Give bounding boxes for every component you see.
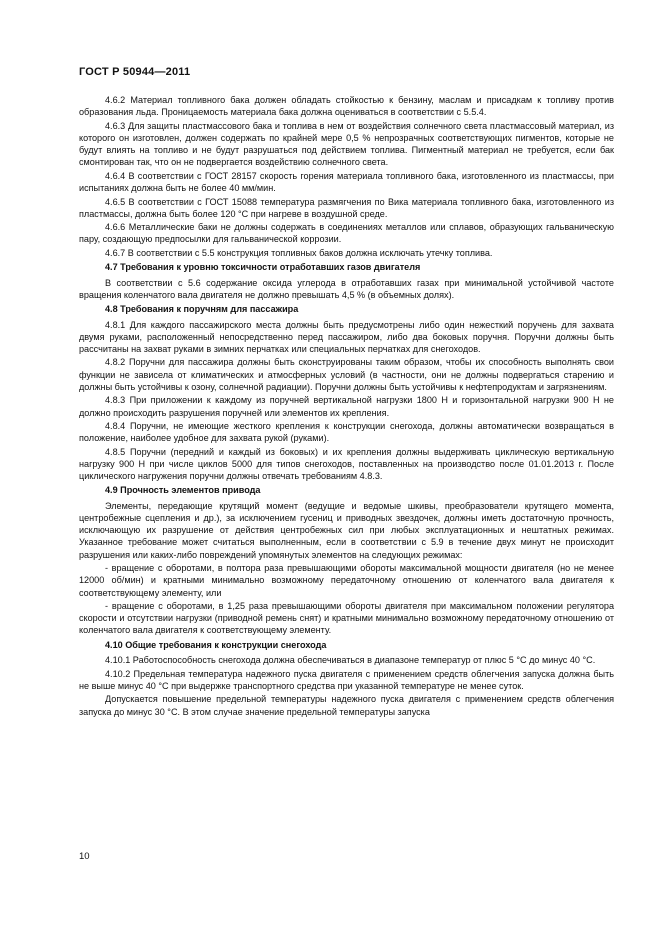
section-heading-4-9: 4.9 Прочность элементов привода [105, 485, 261, 496]
document-body [79, 94, 614, 719]
list-item-rotation-2: - вращение с оборотами, в 1,25 раза превышающими обороты двигателя при максимальном положении регулятора скорости и отсутствии нагрузки (приводной ремень снят) и кратными минимально возможному передаточному отношению от коленчатого вала двигателя к соответствующему элементу. [79, 601, 614, 636]
paragraph-4-7: В соответствии с 5.6 содержание оксида углерода в отработавших газах при минимальной устойчивой частоте вращения коленчатого вала двигателя не должно превышать 4,5 % (в объемных долях). [79, 277, 614, 300]
section-heading-4-10: 4.10 Общие требования к конструкции снегохода [105, 639, 327, 650]
section-heading-4-8: 4.8 Требования к поручням для пассажира [105, 304, 299, 315]
list-item-rotation-1: - вращение с оборотами, в полтора раза превышающими обороты максимальной мощности двигателя (но не менее 12000 об/мин) и кратными минимально возможному передаточному отношению от коленчатого вала двигателя к соответствующему элементу, или [79, 563, 614, 598]
document-header: ГОСТ Р 50944—2011 [79, 66, 191, 78]
paragraph-4-10-2: 4.10.2 Предельная температура надежного пуска двигателя с применением средств облегчения запуска должна быть не выше минус 40 °С при выдержке транспортного средства при указанной температуре не менее суток. [79, 668, 614, 691]
paragraph-4-6-6: 4.6.6 Металлические баки не должны содержать в соединениях металлов или сплавов, образующих гальваническую пару, создающую предпосылки для гальванической коррозии. [79, 222, 614, 245]
paragraph-4-8-4: 4.8.4 Поручни, не имеющие жесткого крепления к конструкции снегохода, должны автоматически возвращаться в положение, наиболее удобное для захвата рукой (руками). [79, 421, 614, 444]
paragraph-4-8-5: 4.8.5 Поручни (передний и каждый из боковых) и их крепления должны выдерживать циклическую вертикальную нагрузку 900 Н при числе циклов 5000 для типов снегоходов, поставленных на производство после 01.01.2013 г. После циклического нагружения поручни должны отвечать требованиям 4.8.3. [79, 446, 614, 482]
paragraph-4-8-3: 4.8.3 При приложении к каждому из поручней вертикальной нагрузки 1800 Н и горизонтальной нагрузки 900 Н не должно происходить разрушения поручней или элементов их крепления. [79, 395, 614, 418]
paragraph-4-6-2: 4.6.2 Материал топливного бака должен обладать стойкостью к бензину, маслам и присадкам к топливу против образования льда. Проницаемость материала бака должна оцениваться в соответствии с 5.5.4. [79, 95, 614, 118]
paragraph-4-10-2-cont: Допускается повышение предельной температуры надежного пуска двигателя с применением средств облегчения запуска до минус 30 °С. В этом случае значение предельной температуры запуска [79, 694, 614, 717]
page-number: 10 [79, 851, 90, 862]
section-heading-4-7: 4.7 Требования к уровню токсичности отработавших газов двигателя [105, 262, 421, 273]
paragraph-4-6-7: 4.6.7 В соответствии с 5.5 конструкция топливных баков должна исключать утечку топлива. [105, 247, 493, 258]
paragraph-4-10-1: 4.10.1 Работоспособность снегохода должна обеспечиваться в диапазоне температур от плюс 5 °С до минус 40 °С. [105, 655, 596, 666]
paragraph-4-6-5: 4.6.5 В соответствии с ГОСТ 15088 температура размягчения по Вика материала топливного бака, изготовленного из пластмассы, должна быть более 120 °С при нагреве в воздушной среде. [79, 196, 614, 219]
paragraph-4-6-4: 4.6.4 В соответствии с ГОСТ 28157 скорость горения материала топливного бака, изготовленного из пластмассы, при испытаниях должна быть не более 40 мм/мин. [79, 170, 614, 194]
paragraph-4-8-1: 4.8.1 Для каждого пассажирского места должны быть предусмотрены либо один нежесткий поручень для захвата двумя руками, расположенный непосредственно перед пассажиром, либо два боковых поручня. Поручни должны быть рассчитаны на захват руками в зимних перчатках или специальных перчатках для снегоходов. [79, 319, 614, 354]
paragraph-4-6-3: 4.6.3 Для защиты пластмассового бака и топлива в нем от воздействия солнечного света пластмассовый материал, из которого он изготовлен, должен содержать по крайней мере 0,5 % непрозрачных соответствующих пигментов, которые не будут влиять на топливо и не будут разрушаться под действием топлива. Пигментный материал не требуется, если бак смонтирован так, что он не подвергается воздействию солнечного света. [79, 120, 614, 168]
paragraph-4-9: Элементы, передающие крутящий момент (ведущие и ведомые шкивы, преобразователи крутящего момента, центробежные сцепления и др.), за исключением гусениц и приводных звездочек, должны иметь достаточную прочность, исключающую их разрушение от действия центробежных сил при любых эксплуатационных и нештатных режимах. Указанное требование может считаться выполненным, если в соответствии с 5.9 в течение двух минут не происходит разрушения или каких-либо повреждений упомянутых элементов на следующих режимах: [79, 500, 614, 560]
paragraph-4-8-2: 4.8.2 Поручни для пассажира должны быть сконструированы таким образом, чтобы их способность выполнять свои функции не зависела от климатических и атмосферных условий (в частности, они не должны подвергаться старению и должны быть устойчивы к озону, солнечной радиации). Поручни должны быть устойчивы к нефтепродуктам и загрязнениям. [79, 357, 614, 392]
